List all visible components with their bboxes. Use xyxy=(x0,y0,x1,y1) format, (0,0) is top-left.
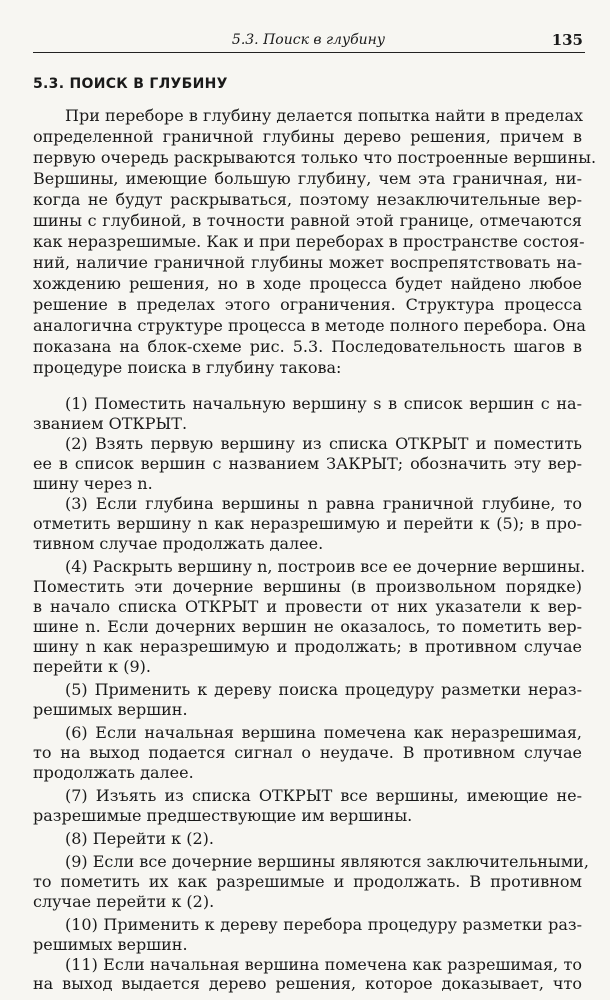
step-line: (5) Применить к дереву поиска процедуру разметки нераз- xyxy=(65,680,582,699)
text-line: определенной граничной глубины дерево решения, причем в xyxy=(33,127,582,146)
step-line: то на выход подается сигнал о неудаче. В противном случае xyxy=(33,743,582,762)
section-title: 5.3. ПОИСК В ГЛУБИНУ xyxy=(33,76,228,92)
step-line: (9) Если все дочерние вершины являются заключительными, xyxy=(65,852,589,871)
step-line: (8) Перейти к (2). xyxy=(65,829,214,848)
text-line: ний, наличие граничной глубины может воспрепятствовать на- xyxy=(33,253,582,272)
step-line: (4) Раскрыть вершину n, построив все ее дочерние вершины. xyxy=(65,557,586,576)
step-line: шину через n. xyxy=(33,474,153,493)
text-line: При переборе в глубину делается попытка найти в пределах xyxy=(65,106,584,125)
text-line: аналогична структуре процесса в методе полного перебора. Она xyxy=(33,316,586,335)
text-line: шины с глубиной, в точности равной этой границе, отмечаются xyxy=(33,211,582,230)
step-line xyxy=(33,993,69,994)
text-line: первую очередь раскрываются только что построенные вершины. xyxy=(33,148,597,167)
step-line: тивном случае продолжать далее. xyxy=(33,534,324,553)
step-line: продолжать далее. xyxy=(33,763,194,782)
step-line: решимых вершин. xyxy=(33,700,188,719)
step-line: (3) Если глубина вершины n равна граничной глубине, то xyxy=(65,494,582,513)
text-line: решение в пределах этого ограничения. Структура процесса xyxy=(33,295,582,314)
text-line: как неразрешимые. Как и при переборах в пространстве состоя- xyxy=(33,232,585,251)
text-line: когда не будут раскрываться, поэтому незаключительные вер- xyxy=(33,190,582,209)
step-line: перейти к (9). xyxy=(33,657,151,676)
step-line: шину n как неразрешимую и продолжать; в противном случае xyxy=(33,637,582,656)
step-line: случае перейти к (2). xyxy=(33,892,215,911)
text-line: хождению решения, но в ходе процесса будет найдено любое xyxy=(33,274,582,293)
step-line: то пометить их как разрешимые и продолжать. В противном xyxy=(33,872,582,891)
step-line: (7) Изъять из списка ОТКРЫТ все вершины, имеющие не- xyxy=(65,786,582,805)
step-line: шине n. Если дочерних вершин не оказалось, то пометить вер- xyxy=(33,617,582,636)
step-line: (10) Применить к дереву перебора процедуру разметки раз- xyxy=(65,915,582,934)
step-line: (1) Поместить начальную вершину s в список вершин с на- xyxy=(65,394,582,413)
text-line: Вершины, имеющие большую глубину, чем эта граничная, ни- xyxy=(33,169,582,188)
step-line: (2) Взять первую вершину из списка ОТКРЫТ и поместить xyxy=(65,434,582,453)
step-line: на выход выдается дерево решения, которое доказывает, что xyxy=(33,974,582,993)
step-line: в начало списка ОТКРЫТ и провести от них указатели к вер- xyxy=(33,597,582,616)
step-line: (11) Если начальная вершина помечена как разрешимая, то xyxy=(65,955,582,974)
step-line: решимых вершин. xyxy=(33,935,188,954)
page-header xyxy=(33,30,585,53)
step-line: отметить вершину n как неразрешимую и перейти к (5); в про- xyxy=(33,514,582,533)
step-line: Поместить эти дочерние вершины (в произвольном порядке) xyxy=(33,577,582,596)
page-number: 135 xyxy=(551,31,583,49)
step-line: (6) Если начальная вершина помечена как неразрешимая, xyxy=(65,723,582,742)
text-line: процедуре поиска в глубину такова: xyxy=(33,358,342,377)
running-title: 5.3. Поиск в глубину xyxy=(231,32,385,48)
step-line: ее в список вершин с названием ЗАКРЫТ; обозначить эту вер- xyxy=(33,454,582,473)
step-line: разрешимые предшествующие им вершины. xyxy=(33,806,413,825)
step-line: званием ОТКРЫТ. xyxy=(33,414,188,433)
text-line: показана на блок-схеме рис. 5.3. Последовательность шагов в xyxy=(33,337,582,356)
